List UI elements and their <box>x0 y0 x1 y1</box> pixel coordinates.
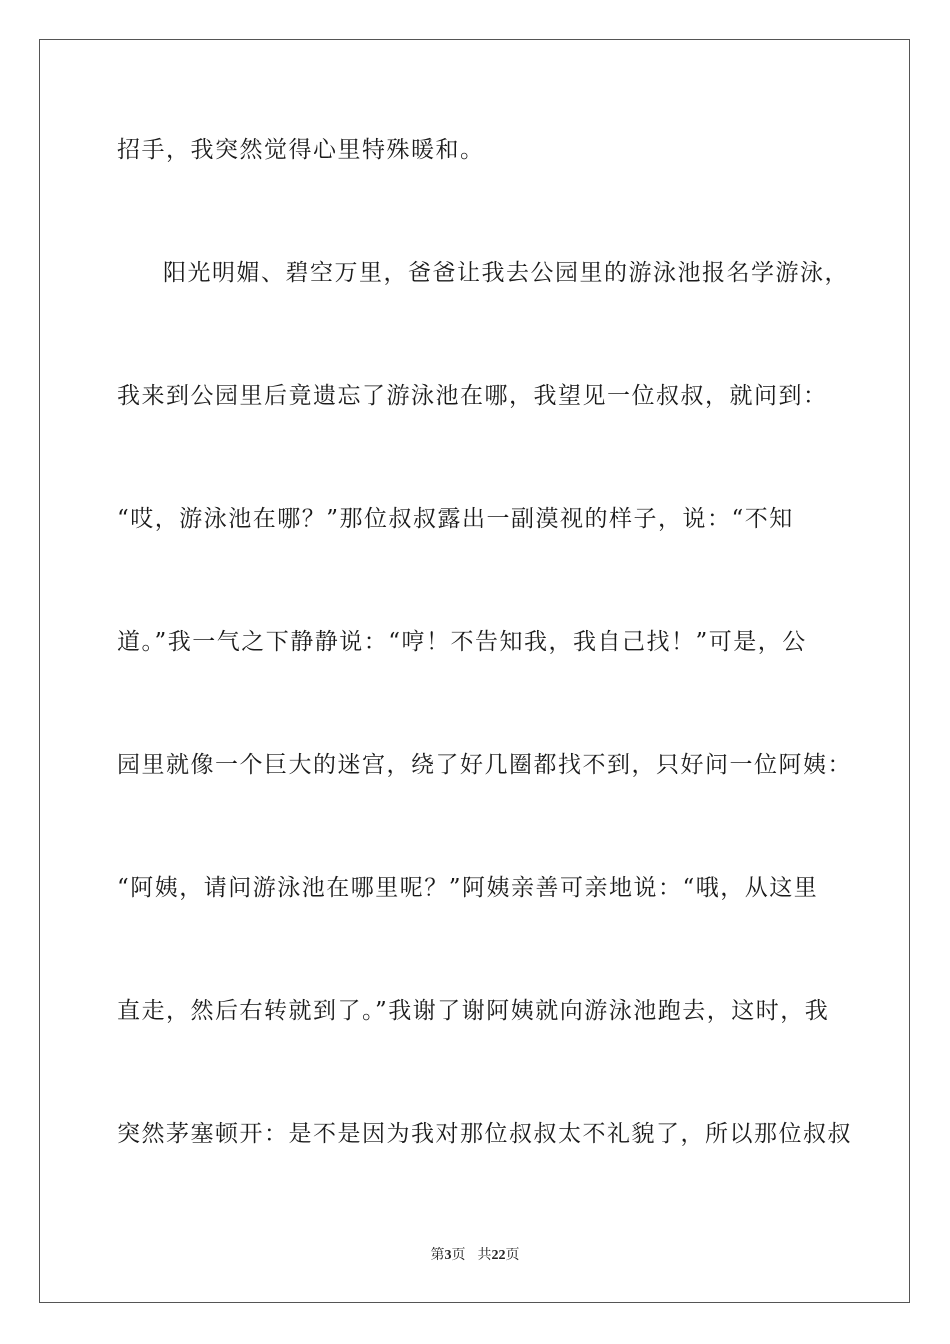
text-line-4: “哎，游泳池在哪？”那位叔叔露出一副漠视的样子，说：“不知 <box>117 506 794 532</box>
text-line-2: 阳光明媚、碧空万里，爸爸让我去公园里的游泳池报名学游泳， <box>163 260 849 286</box>
page-suffix: 页 <box>451 1248 466 1263</box>
text-line-6: 园里就像一个巨大的迷宫，绕了好几圈都找不到，只好问一位阿姨： <box>117 752 852 778</box>
text-line-8: 直走，然后右转就到了。”我谢了谢阿姨就向游泳池跑去，这时，我 <box>117 998 830 1024</box>
text-line-9: 突然茅塞顿开：是不是因为我对那位叔叔太不礼貌了，所以那位叔叔 <box>117 1121 852 1147</box>
text-line-3: 我来到公园里后竟遗忘了游泳池在哪，我望见一位叔叔，就问到： <box>117 383 828 409</box>
total-suffix: 页 <box>505 1248 520 1263</box>
page-prefix: 第 <box>430 1248 445 1263</box>
page-footer <box>0 1246 950 1266</box>
page-border <box>39 39 910 1303</box>
total-pages: 22 <box>491 1248 506 1263</box>
total-prefix: 共 <box>477 1248 492 1263</box>
page-number: 3 <box>444 1248 452 1263</box>
text-line-5: 道。”我一气之下静静说：“哼！不告知我，我自己找！”可是，公 <box>117 629 807 655</box>
text-line-7: “阿姨，请问游泳池在哪里呢？”阿姨亲善可亲地说：“哦，从这里 <box>117 875 819 901</box>
text-line-1: 招手，我突然觉得心里特殊暖和。 <box>117 137 485 163</box>
